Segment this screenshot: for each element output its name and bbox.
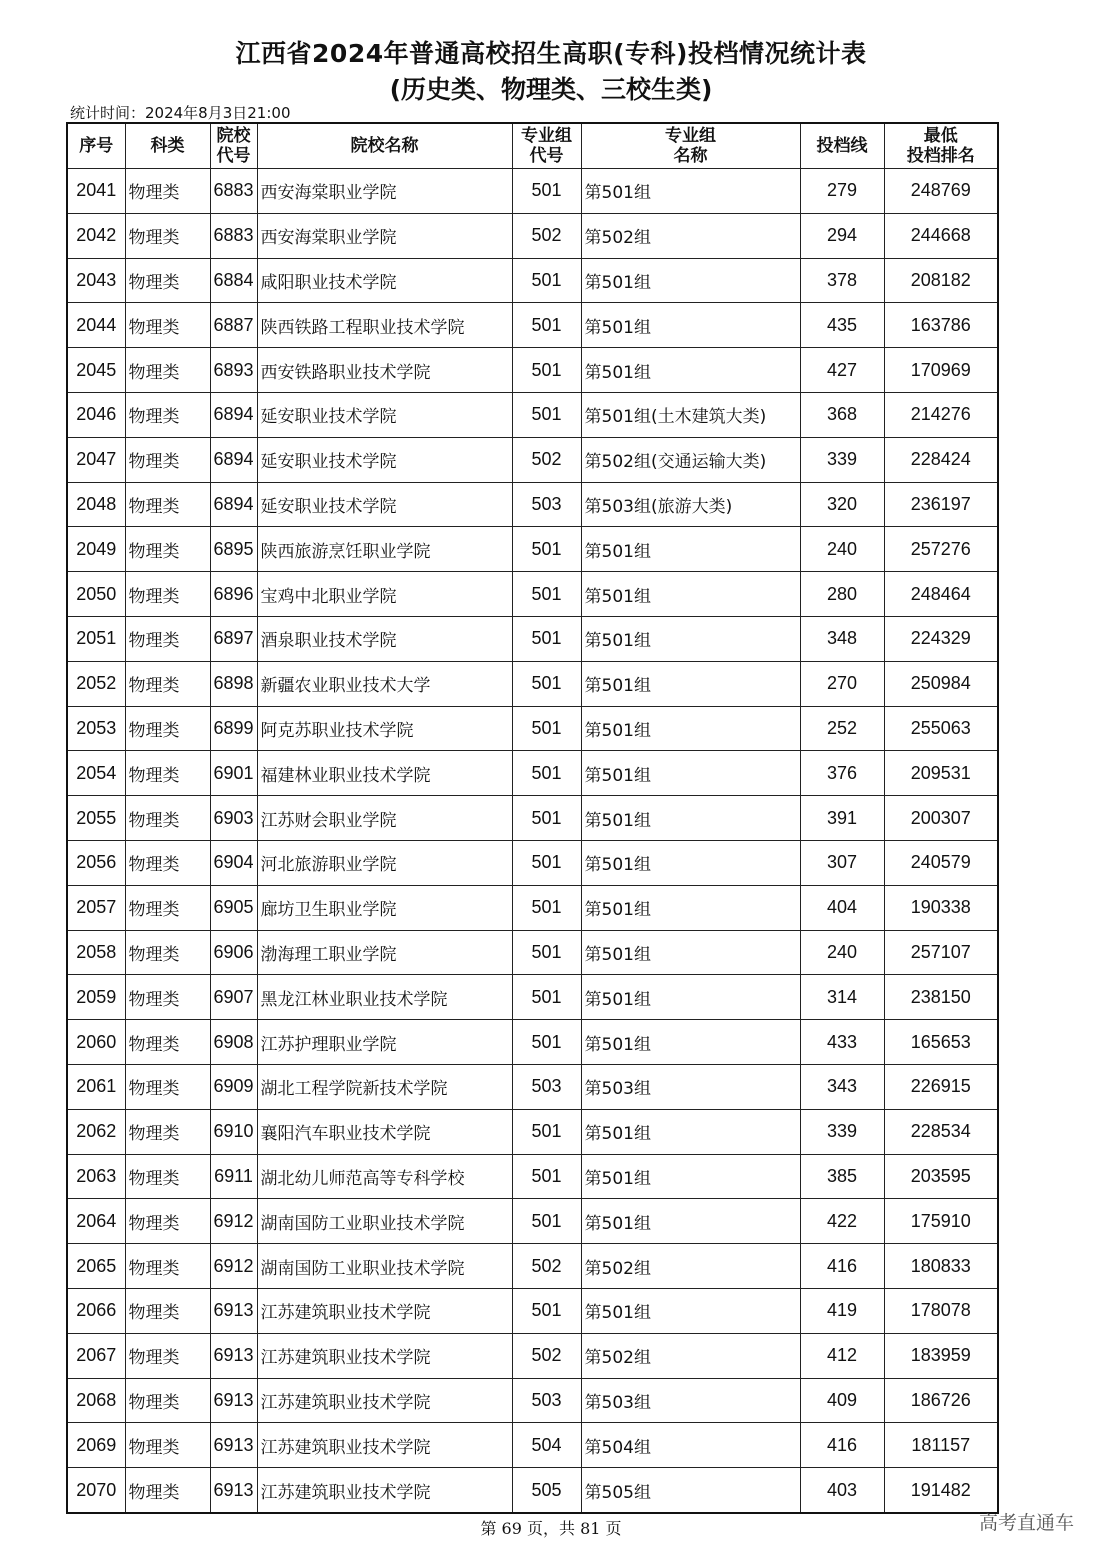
cell-group-code: 502 (512, 437, 581, 482)
cell-min-rank: 248464 (884, 572, 998, 617)
page-footer: 第 69 页，共 81 页 (480, 1519, 622, 1538)
table-row (67, 392, 998, 437)
cell-seq: 2063 (67, 1154, 125, 1199)
cell-min-rank: 214276 (884, 392, 998, 437)
cell-category: 物理类 (125, 169, 210, 214)
cell-group-name: 第501组 (581, 751, 800, 796)
cell-min-rank: 228534 (884, 1109, 998, 1154)
cell-seq: 2052 (67, 661, 125, 706)
header-group-name (581, 123, 800, 169)
table-row (67, 1333, 998, 1378)
cell-category: 物理类 (125, 527, 210, 572)
cell-school-name: 湖南国防工业职业技术学院 (257, 1199, 512, 1244)
cell-school-name: 延安职业技术学院 (257, 437, 512, 482)
cell-group-name: 第502组 (581, 1333, 800, 1378)
cell-school-code: 6887 (210, 303, 257, 348)
cell-min-rank: 209531 (884, 751, 998, 796)
cell-cutoff: 348 (800, 616, 884, 661)
cell-seq: 2045 (67, 348, 125, 393)
cell-group-code: 501 (512, 1154, 581, 1199)
cell-cutoff: 294 (800, 213, 884, 258)
cell-school-code: 6897 (210, 616, 257, 661)
cell-group-code: 501 (512, 392, 581, 437)
cell-min-rank: 248769 (884, 169, 998, 214)
cell-min-rank: 180833 (884, 1244, 998, 1289)
cell-category: 物理类 (125, 572, 210, 617)
table-row (67, 840, 998, 885)
cell-min-rank: 183959 (884, 1333, 998, 1378)
header-school-name: 院校名称 (257, 123, 512, 169)
cell-cutoff: 422 (800, 1199, 884, 1244)
cell-group-code: 502 (512, 1244, 581, 1289)
cell-school-code: 6904 (210, 840, 257, 885)
cell-seq: 2041 (67, 169, 125, 214)
cell-seq: 2050 (67, 572, 125, 617)
table-row (67, 1154, 998, 1199)
cell-school-name: 陕西旅游烹饪职业学院 (257, 527, 512, 572)
header-min-rank (884, 123, 998, 169)
header-school-code-line1: 院校 (216, 126, 251, 146)
table-row (67, 1423, 998, 1468)
cell-seq: 2044 (67, 303, 125, 348)
cell-seq: 2047 (67, 437, 125, 482)
cell-school-code: 6896 (210, 572, 257, 617)
cell-school-code: 6903 (210, 796, 257, 841)
cell-category: 物理类 (125, 1468, 210, 1513)
cell-seq: 2067 (67, 1333, 125, 1378)
cell-school-code: 6906 (210, 930, 257, 975)
cell-school-name: 湖南国防工业职业技术学院 (257, 1244, 512, 1289)
cell-category: 物理类 (125, 392, 210, 437)
cell-seq: 2056 (67, 840, 125, 885)
cell-group-code: 501 (512, 1288, 581, 1333)
cell-group-name: 第501组 (581, 1020, 800, 1065)
cell-min-rank: 250984 (884, 661, 998, 706)
table-row (67, 1064, 998, 1109)
cell-group-code: 501 (512, 527, 581, 572)
cell-school-code: 6911 (210, 1154, 257, 1199)
admission-table (66, 122, 999, 1514)
cell-school-code: 6913 (210, 1468, 257, 1513)
header-cutoff: 投档线 (800, 123, 884, 169)
cell-group-name: 第501组 (581, 706, 800, 751)
cell-school-code: 6912 (210, 1244, 257, 1289)
cell-group-code: 501 (512, 1199, 581, 1244)
table-row (67, 303, 998, 348)
cell-school-name: 江苏建筑职业技术学院 (257, 1333, 512, 1378)
header-min-rank-line2: 投档排名 (906, 146, 975, 166)
cell-group-name: 第501组 (581, 796, 800, 841)
cell-category: 物理类 (125, 885, 210, 930)
table-row (67, 348, 998, 393)
cell-min-rank: 178078 (884, 1288, 998, 1333)
cell-category: 物理类 (125, 751, 210, 796)
cell-school-name: 酒泉职业技术学院 (257, 616, 512, 661)
cell-cutoff: 339 (800, 1109, 884, 1154)
cell-cutoff: 280 (800, 572, 884, 617)
cell-seq: 2069 (67, 1423, 125, 1468)
cell-min-rank: 203595 (884, 1154, 998, 1199)
table-row (67, 169, 998, 214)
cell-group-name: 第501组 (581, 1154, 800, 1199)
cell-school-name: 延安职业技术学院 (257, 392, 512, 437)
cell-school-code: 6898 (210, 661, 257, 706)
cell-group-name: 第501组 (581, 1199, 800, 1244)
cell-category: 物理类 (125, 482, 210, 527)
cell-school-code: 6910 (210, 1109, 257, 1154)
cell-category: 物理类 (125, 1288, 210, 1333)
table-row (67, 527, 998, 572)
cell-group-code: 503 (512, 1378, 581, 1423)
cell-seq: 2059 (67, 975, 125, 1020)
table-row (67, 975, 998, 1020)
cell-cutoff: 385 (800, 1154, 884, 1199)
cell-cutoff: 419 (800, 1288, 884, 1333)
cell-school-code: 6895 (210, 527, 257, 572)
cell-group-code: 501 (512, 616, 581, 661)
cell-min-rank: 170969 (884, 348, 998, 393)
cell-school-name: 江苏建筑职业技术学院 (257, 1423, 512, 1468)
cell-school-name: 西安海棠职业学院 (257, 213, 512, 258)
table-row (67, 1378, 998, 1423)
cell-school-name: 湖北工程学院新技术学院 (257, 1064, 512, 1109)
table-row (67, 796, 998, 841)
table-row (67, 213, 998, 258)
table-row (67, 1468, 998, 1513)
cell-seq: 2066 (67, 1288, 125, 1333)
cell-group-name: 第501组 (581, 169, 800, 214)
cell-school-code: 6913 (210, 1378, 257, 1423)
cell-group-name: 第501组 (581, 885, 800, 930)
cell-cutoff: 270 (800, 661, 884, 706)
cell-group-code: 501 (512, 751, 581, 796)
table-row (67, 572, 998, 617)
cell-min-rank: 186726 (884, 1378, 998, 1423)
cell-group-code: 501 (512, 1109, 581, 1154)
cell-seq: 2064 (67, 1199, 125, 1244)
header-category: 科类 (125, 123, 210, 169)
cell-school-name: 湖北幼儿师范高等专科学校 (257, 1154, 512, 1199)
cell-group-name: 第502组 (581, 213, 800, 258)
page-subtitle: (历史类、物理类、三校生类) (389, 75, 713, 104)
header-school-code-line2: 代号 (216, 146, 251, 166)
cell-group-name: 第501组 (581, 840, 800, 885)
stat-time: 统计时间：2024年8月3日21:00 (70, 104, 291, 122)
header-seq: 序号 (67, 123, 125, 169)
cell-group-code: 501 (512, 169, 581, 214)
cell-group-code: 501 (512, 796, 581, 841)
cell-seq: 2049 (67, 527, 125, 572)
cell-school-name: 宝鸡中北职业学院 (257, 572, 512, 617)
cell-min-rank: 181157 (884, 1423, 998, 1468)
header-school-code (210, 123, 257, 169)
header-group-code-line1: 专业组 (521, 126, 572, 146)
cell-school-name: 新疆农业职业技术大学 (257, 661, 512, 706)
table-header-row (67, 123, 998, 169)
cell-group-name: 第501组 (581, 303, 800, 348)
cell-seq: 2058 (67, 930, 125, 975)
cell-cutoff: 368 (800, 392, 884, 437)
cell-category: 物理类 (125, 1378, 210, 1423)
table-row (67, 437, 998, 482)
cell-category: 物理类 (125, 930, 210, 975)
cell-seq: 2051 (67, 616, 125, 661)
cell-min-rank: 226915 (884, 1064, 998, 1109)
cell-category: 物理类 (125, 1020, 210, 1065)
cell-min-rank: 163786 (884, 303, 998, 348)
cell-cutoff: 412 (800, 1333, 884, 1378)
cell-cutoff: 252 (800, 706, 884, 751)
cell-min-rank: 236197 (884, 482, 998, 527)
cell-cutoff: 279 (800, 169, 884, 214)
table-body (67, 169, 998, 1513)
cell-min-rank: 244668 (884, 213, 998, 258)
cell-school-code: 6883 (210, 169, 257, 214)
cell-seq: 2065 (67, 1244, 125, 1289)
cell-group-code: 503 (512, 1064, 581, 1109)
cell-school-code: 6913 (210, 1288, 257, 1333)
cell-school-code: 6894 (210, 482, 257, 527)
cell-cutoff: 416 (800, 1244, 884, 1289)
cell-seq: 2046 (67, 392, 125, 437)
cell-group-code: 501 (512, 348, 581, 393)
cell-cutoff: 416 (800, 1423, 884, 1468)
cell-group-code: 501 (512, 303, 581, 348)
table-row (67, 1109, 998, 1154)
cell-seq: 2070 (67, 1468, 125, 1513)
cell-cutoff: 433 (800, 1020, 884, 1065)
table-row (67, 1199, 998, 1244)
cell-school-name: 西安海棠职业学院 (257, 169, 512, 214)
cell-school-code: 6908 (210, 1020, 257, 1065)
cell-group-code: 501 (512, 258, 581, 303)
cell-group-name: 第501组 (581, 1109, 800, 1154)
cell-min-rank: 165653 (884, 1020, 998, 1065)
cell-min-rank: 255063 (884, 706, 998, 751)
cell-school-name: 江苏护理职业学院 (257, 1020, 512, 1065)
cell-school-name: 江苏建筑职业技术学院 (257, 1378, 512, 1423)
cell-group-name: 第503组(旅游大类) (581, 482, 800, 527)
cell-cutoff: 409 (800, 1378, 884, 1423)
cell-min-rank: 228424 (884, 437, 998, 482)
cell-group-code: 501 (512, 572, 581, 617)
cell-school-name: 西安铁路职业技术学院 (257, 348, 512, 393)
cell-category: 物理类 (125, 706, 210, 751)
cell-group-code: 502 (512, 1333, 581, 1378)
cell-school-name: 襄阳汽车职业技术学院 (257, 1109, 512, 1154)
cell-category: 物理类 (125, 1423, 210, 1468)
cell-category: 物理类 (125, 616, 210, 661)
cell-group-name: 第501组 (581, 572, 800, 617)
cell-school-name: 廊坊卫生职业学院 (257, 885, 512, 930)
cell-category: 物理类 (125, 1109, 210, 1154)
cell-group-code: 501 (512, 975, 581, 1020)
cell-cutoff: 378 (800, 258, 884, 303)
cell-school-code: 6899 (210, 706, 257, 751)
cell-cutoff: 343 (800, 1064, 884, 1109)
cell-cutoff: 376 (800, 751, 884, 796)
cell-category: 物理类 (125, 1244, 210, 1289)
cell-group-code: 501 (512, 840, 581, 885)
table-row (67, 706, 998, 751)
cell-cutoff: 427 (800, 348, 884, 393)
cell-min-rank: 190338 (884, 885, 998, 930)
cell-min-rank: 240579 (884, 840, 998, 885)
cell-min-rank: 208182 (884, 258, 998, 303)
cell-min-rank: 191482 (884, 1468, 998, 1513)
cell-school-code: 6913 (210, 1333, 257, 1378)
cell-school-code: 6893 (210, 348, 257, 393)
cell-seq: 2068 (67, 1378, 125, 1423)
table-row (67, 1288, 998, 1333)
table-row (67, 1244, 998, 1289)
cell-group-code: 501 (512, 930, 581, 975)
cell-seq: 2053 (67, 706, 125, 751)
cell-group-name: 第501组 (581, 258, 800, 303)
cell-cutoff: 435 (800, 303, 884, 348)
cell-seq: 2055 (67, 796, 125, 841)
cell-seq: 2060 (67, 1020, 125, 1065)
cell-school-code: 6909 (210, 1064, 257, 1109)
table-row (67, 661, 998, 706)
cell-cutoff: 403 (800, 1468, 884, 1513)
header-group-code-line2: 代号 (529, 146, 564, 166)
cell-school-code: 6901 (210, 751, 257, 796)
cell-school-name: 福建林业职业技术学院 (257, 751, 512, 796)
cell-group-name: 第501组 (581, 1288, 800, 1333)
table-row (67, 482, 998, 527)
header-group-name-line1: 专业组 (665, 126, 716, 146)
cell-seq: 2057 (67, 885, 125, 930)
cell-seq: 2054 (67, 751, 125, 796)
cell-seq: 2061 (67, 1064, 125, 1109)
cell-min-rank: 224329 (884, 616, 998, 661)
cell-category: 物理类 (125, 1199, 210, 1244)
cell-category: 物理类 (125, 796, 210, 841)
table-row (67, 885, 998, 930)
cell-group-code: 501 (512, 1020, 581, 1065)
cell-group-name: 第501组 (581, 975, 800, 1020)
cell-seq: 2043 (67, 258, 125, 303)
cell-school-code: 6894 (210, 437, 257, 482)
cell-school-code: 6912 (210, 1199, 257, 1244)
cell-group-name: 第501组 (581, 616, 800, 661)
cell-seq: 2042 (67, 213, 125, 258)
cell-group-name: 第501组 (581, 527, 800, 572)
header-group-code (512, 123, 581, 169)
cell-group-name: 第502组(交通运输大类) (581, 437, 800, 482)
cell-school-name: 陕西铁路工程职业技术学院 (257, 303, 512, 348)
cell-group-code: 504 (512, 1423, 581, 1468)
table-row (67, 930, 998, 975)
cell-group-code: 502 (512, 213, 581, 258)
cell-school-code: 6905 (210, 885, 257, 930)
cell-category: 物理类 (125, 437, 210, 482)
cell-category: 物理类 (125, 1154, 210, 1199)
cell-min-rank: 200307 (884, 796, 998, 841)
cell-school-code: 6907 (210, 975, 257, 1020)
cell-seq: 2062 (67, 1109, 125, 1154)
cell-group-name: 第502组 (581, 1244, 800, 1289)
cell-category: 物理类 (125, 348, 210, 393)
cell-group-code: 501 (512, 661, 581, 706)
cell-group-name: 第501组 (581, 930, 800, 975)
cell-school-name: 阿克苏职业技术学院 (257, 706, 512, 751)
page-title: 江西省2024年普通高校招生高职(专科)投档情况统计表 (235, 39, 867, 68)
cell-school-name: 黑龙江林业职业技术学院 (257, 975, 512, 1020)
cell-seq: 2048 (67, 482, 125, 527)
cell-school-name: 咸阳职业技术学院 (257, 258, 512, 303)
cell-group-code: 501 (512, 885, 581, 930)
table-row (67, 616, 998, 661)
cell-group-name: 第505组 (581, 1468, 800, 1513)
table-row (67, 751, 998, 796)
cell-cutoff: 307 (800, 840, 884, 885)
cell-cutoff: 314 (800, 975, 884, 1020)
cell-cutoff: 320 (800, 482, 884, 527)
cell-min-rank: 238150 (884, 975, 998, 1020)
brand-label: 高考直通车 (978, 1512, 1074, 1534)
cell-school-name: 江苏财会职业学院 (257, 796, 512, 841)
cell-min-rank: 257276 (884, 527, 998, 572)
cell-school-code: 6884 (210, 258, 257, 303)
cell-group-code: 505 (512, 1468, 581, 1513)
cell-group-name: 第503组 (581, 1064, 800, 1109)
cell-category: 物理类 (125, 975, 210, 1020)
table-row (67, 258, 998, 303)
cell-cutoff: 391 (800, 796, 884, 841)
cell-cutoff: 240 (800, 930, 884, 975)
cell-min-rank: 175910 (884, 1199, 998, 1244)
cell-group-name: 第501组 (581, 661, 800, 706)
cell-group-name: 第501组(土木建筑大类) (581, 392, 800, 437)
cell-cutoff: 240 (800, 527, 884, 572)
cell-school-name: 江苏建筑职业技术学院 (257, 1468, 512, 1513)
header-group-name-line2: 名称 (673, 146, 708, 166)
cell-category: 物理类 (125, 303, 210, 348)
cell-school-code: 6913 (210, 1423, 257, 1468)
cell-group-name: 第504组 (581, 1423, 800, 1468)
cell-category: 物理类 (125, 258, 210, 303)
cell-category: 物理类 (125, 840, 210, 885)
cell-group-code: 501 (512, 706, 581, 751)
cell-category: 物理类 (125, 1333, 210, 1378)
cell-category: 物理类 (125, 213, 210, 258)
cell-school-code: 6883 (210, 213, 257, 258)
cell-school-code: 6894 (210, 392, 257, 437)
table-row (67, 1020, 998, 1065)
cell-school-name: 河北旅游职业学院 (257, 840, 512, 885)
cell-group-name: 第501组 (581, 348, 800, 393)
cell-min-rank: 257107 (884, 930, 998, 975)
cell-cutoff: 404 (800, 885, 884, 930)
header-min-rank-line1: 最低 (923, 126, 958, 146)
cell-group-code: 503 (512, 482, 581, 527)
cell-category: 物理类 (125, 661, 210, 706)
cell-group-name: 第503组 (581, 1378, 800, 1423)
cell-school-name: 渤海理工职业学院 (257, 930, 512, 975)
cell-school-name: 江苏建筑职业技术学院 (257, 1288, 512, 1333)
cell-category: 物理类 (125, 1064, 210, 1109)
cell-school-name: 延安职业技术学院 (257, 482, 512, 527)
cell-cutoff: 339 (800, 437, 884, 482)
